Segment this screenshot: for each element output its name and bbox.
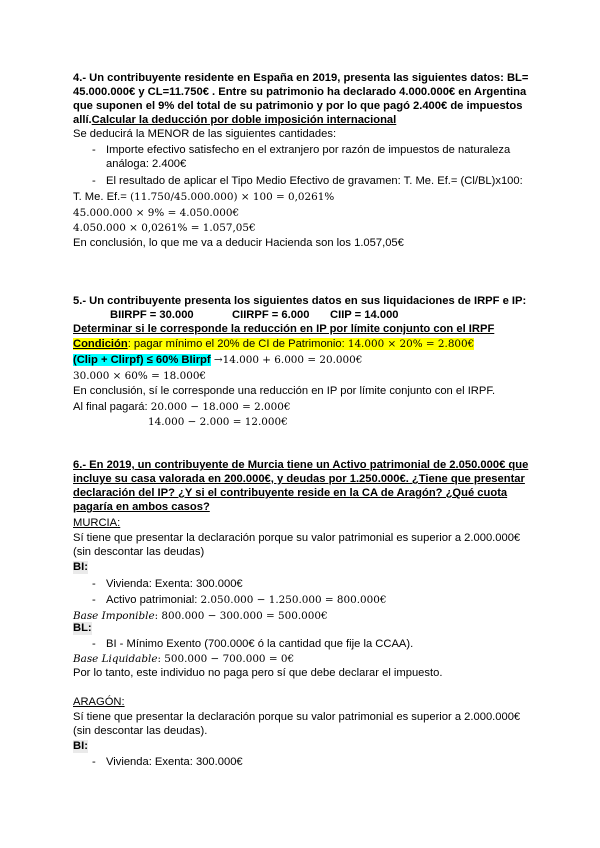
q4-intro: Se deducirá la MENOR de las siguientes cantidades: — [73, 128, 337, 140]
q4-calc2: 45.000.000 × 9% = 4.050.000€ — [73, 207, 240, 219]
q6-bl-item1: BI - Mínimo Exento (700.000€ ó la cantidad que fije la CCAA). — [106, 638, 414, 650]
q4-task: Calcular la deducción por doble imposición internacional — [91, 114, 397, 126]
q6-murcia-text1: Sí tiene que presentar la declaración porque su valor patrimonial es superior a 2.000.000€ — [73, 532, 521, 544]
q6-bi-item2-prefix: Activo patrimonial: — [106, 594, 201, 606]
q6-bl-label: BL: — [73, 622, 92, 634]
q5-data-bi: BIIRPF = 30.000 — [110, 309, 194, 321]
q6-title-line2: incluye su casa valorada en 200.000€, y deudas por 1.250.000€. ¿Tiene que presentar — [73, 473, 525, 485]
q4-title-line4-a: allí. — [73, 114, 92, 126]
q5-calc-60: 30.000 × 60% = 18.000€ — [73, 370, 207, 382]
q5-final1: 20.000 − 18.000 = 2.000€ — [150, 401, 291, 413]
q4-title-line4 — [73, 114, 396, 127]
q6-dash-3: - — [92, 638, 96, 650]
q6-base-imponible-calc: : 800.000 − 300.000 = 500.000€ — [154, 610, 328, 622]
q6-bi-item2 — [106, 594, 386, 607]
q5-condition-text: : pagar mínimo el 20% de CI de Patrimonio: — [127, 338, 348, 350]
q6-base-liquidable — [73, 653, 294, 666]
q6-bi-label: BI: — [73, 561, 88, 573]
q6-aragon-label: ARAGÓN: — [73, 696, 125, 708]
q6-base-imponible-label: Base Imponible — [73, 610, 155, 622]
q6-aragon-text1: Sí tiene que presentar la declaración porque su valor patrimonial es superior a 2.000.000€ — [73, 711, 521, 723]
q5-data-cip: CIIP = 14.000 — [330, 309, 399, 321]
q5-data-ci: CIIRPF = 6.000 — [232, 309, 310, 321]
q6-base-liquidable-calc: : 500.000 − 700.000 = 0€ — [157, 653, 295, 665]
q6-murcia-text2: (sin descontar las deudas) — [73, 546, 205, 558]
q6-base-imponible — [73, 610, 328, 623]
q6-bi-item1: Vivienda: Exenta: 300.000€ — [106, 578, 243, 590]
q4-calc3: 4.050.000 × 0,0261% = 1.057,05€ — [73, 222, 256, 234]
q4-conclusion: En conclusión, lo que me va a deducir Hacienda son los 1.057,05€ — [73, 237, 404, 249]
q6-murcia-label: MURCIA: — [73, 517, 121, 529]
q4-bullet1-line1: Importe efectivo satisfecho en el extranjero por razón de impuestos de naturaleza — [106, 144, 511, 156]
q6-title-line4: pagaría en ambos casos? — [73, 501, 210, 513]
q5-condition — [73, 338, 474, 351]
q5-condition-label: Condición — [73, 338, 128, 350]
q5-inequality — [73, 354, 362, 367]
q6-title-line1: 6.- En 2019, un contribuyente de Murcia tiene un Activo patrimonial de 2.050.000€ que — [73, 459, 529, 471]
q6-base-liquidable-label: Base Liquidable — [73, 653, 158, 665]
q4-calc1 — [73, 191, 334, 204]
q6-dash-1: - — [92, 578, 96, 590]
q6-title-line3: declaración del IP? ¿Y si el contribuyente reside en la CA de Aragón? ¿Qué cuota — [73, 487, 508, 499]
q5-conclusion: En conclusión, sí le corresponde una reducción en IP por límite conjunto con el IRPF. — [73, 385, 496, 397]
q6-aragon-text2: (sin descontar las deudas). — [73, 725, 208, 737]
q4-dash-2: - — [92, 175, 96, 187]
q4-dash-1: - — [92, 144, 96, 156]
q5-final-prefix: Al final pagará: — [73, 401, 151, 413]
q4-bullet2: El resultado de aplicar el Tipo Medio Efectivo de gravamen: T. Me. Ef.= (Cl/BL)x100: — [106, 175, 523, 187]
q5-title: 5.- Un contribuyente presenta los siguientes datos en sus liquidaciones de IRPF e IP: — [73, 295, 527, 307]
q5-inequality-calc: →14.000 + 6.000 = 20.000€ — [210, 354, 363, 366]
q4-title-line3: que suponen el 9% del total de su patrimonio y por lo que pagó 2.400€ de impuestos — [73, 100, 523, 112]
q4-calc1-prefix: T. Me. Ef.= — [73, 191, 127, 203]
q5-final2: 14.000 − 2.000 = 12.000€ — [148, 416, 288, 428]
q4-title-line2: 45.000.000€ y CL=11.750€ . Entre su patrimonio ha declarado 4.000.000€ en Argentina — [73, 86, 527, 98]
q6-dash-4: - — [92, 756, 96, 768]
q4-calc1-expr: (11.750/45.000.000) × 100 = 0,0261% — [126, 191, 335, 203]
q6-murcia-conclusion: Por lo tanto, este individuo no paga pero sí que debe declarar el impuesto. — [73, 667, 443, 679]
q6-bi-item2-calc: 2.050.000 − 1.250.000 = 800.000€ — [200, 594, 387, 606]
q6-aragon-bi-item1: Vivienda: Exenta: 300.000€ — [106, 756, 243, 768]
q5-task: Determinar si le corresponde la reducción en IP por límite conjunto con el IRPF — [73, 323, 495, 335]
q6-aragon-bi-label: BI: — [73, 740, 88, 752]
q4-bullet1-line2: análoga: 2.400€ — [106, 158, 187, 170]
q5-final — [73, 401, 290, 414]
q5-condition-calc: 14.000 × 20% = 2.800€ — [347, 338, 475, 350]
q4-title-line1: 4.- Un contribuyente residente en España en 2019, presenta las siguientes datos: BL= — [73, 72, 529, 84]
q5-inequality-expr: (Clip + Clirpf) ≤ 60% BIirpf — [73, 354, 211, 366]
q6-dash-2: - — [92, 594, 96, 606]
